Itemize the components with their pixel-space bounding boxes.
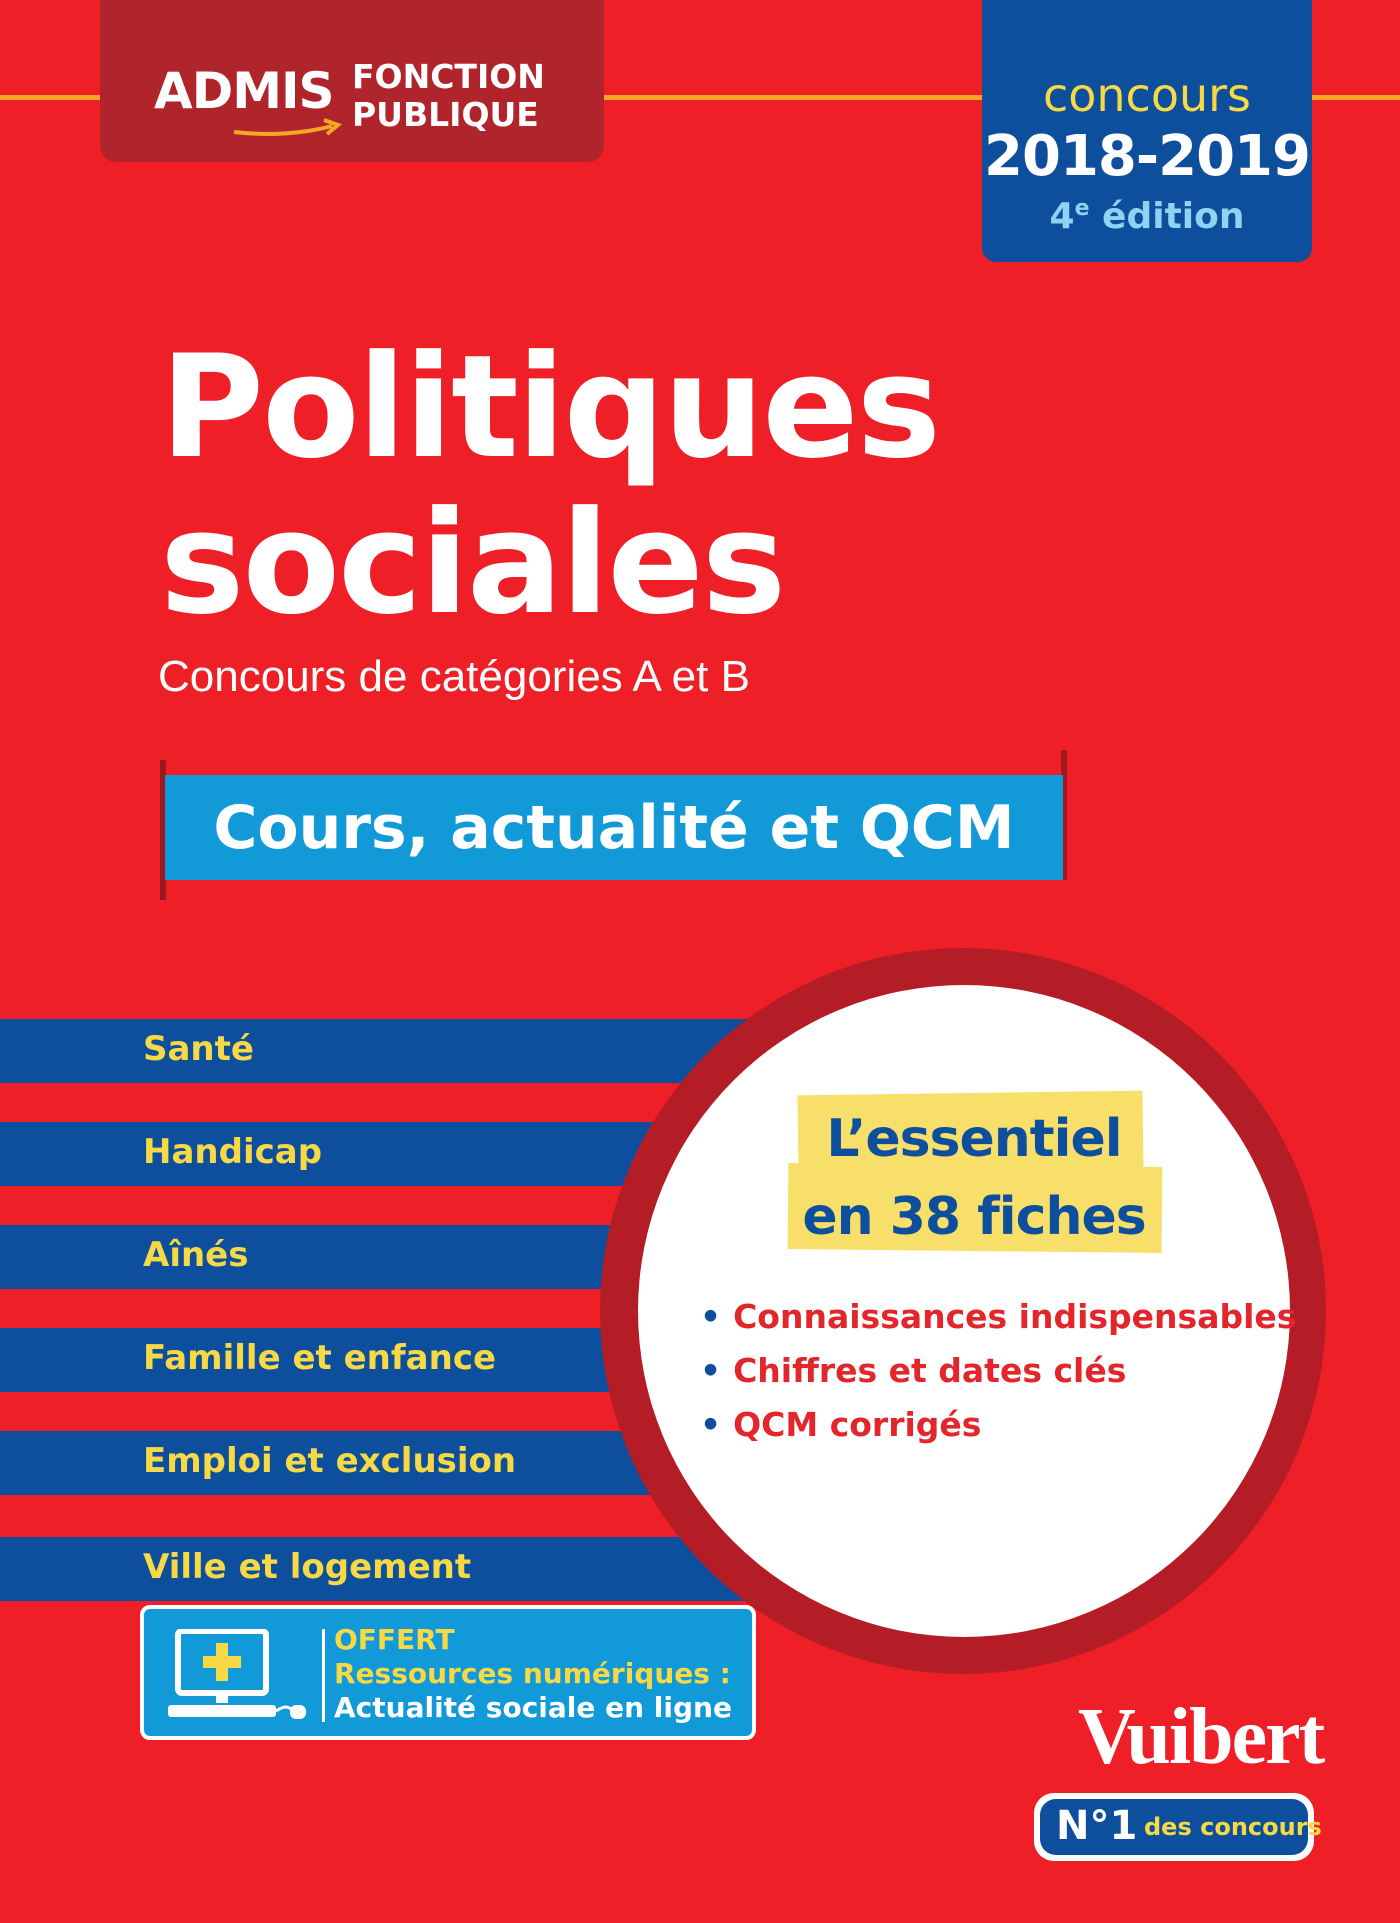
rank-label: N°1 bbox=[1056, 1803, 1138, 1849]
edition-label bbox=[982, 196, 1312, 237]
topic-label: Ville et logement bbox=[143, 1547, 472, 1587]
topic-bar bbox=[0, 1431, 720, 1495]
admis-arrow-icon bbox=[232, 118, 342, 138]
rank-text: des concours bbox=[1144, 1813, 1322, 1841]
feature-text: QCM corrigés bbox=[733, 1405, 982, 1444]
essentiel-heading bbox=[790, 1100, 1158, 1256]
vuibert-logo: Vuibert bbox=[1078, 1693, 1324, 1781]
topic-label: Santé bbox=[143, 1029, 254, 1069]
concours-label: concours bbox=[1042, 68, 1252, 122]
topic-label: Handicap bbox=[143, 1132, 323, 1172]
number-one-badge bbox=[1034, 1793, 1322, 1861]
feature-text: Connaissances indispensables bbox=[733, 1297, 1297, 1336]
edition-word: édition bbox=[1102, 196, 1245, 237]
offer-label: OFFERT bbox=[334, 1623, 455, 1656]
feature-text: Chiffres et dates clés bbox=[733, 1351, 1127, 1390]
title-line-2: sociales bbox=[160, 481, 785, 646]
number-one-badge-inner bbox=[1040, 1799, 1322, 1855]
edition-number: 4 bbox=[1049, 196, 1075, 237]
essentiel-line-2: en 38 fiches bbox=[802, 1187, 1146, 1247]
book-title bbox=[160, 325, 940, 646]
content-banner bbox=[165, 775, 1063, 880]
computer-plus-icon bbox=[166, 1629, 316, 1724]
edition-badge bbox=[982, 0, 1312, 262]
book-subtitle: Concours de catégories A et B bbox=[158, 652, 750, 701]
feature-item bbox=[700, 1344, 1296, 1398]
bullet-icon: • bbox=[700, 1297, 722, 1336]
offer-resources: Ressources numériques : bbox=[334, 1657, 731, 1690]
essentiel-line-1: L’essentiel bbox=[826, 1109, 1122, 1169]
feature-list bbox=[700, 1290, 1296, 1452]
topic-label: Aînés bbox=[143, 1235, 249, 1275]
bullet-icon: • bbox=[700, 1405, 722, 1444]
admis-brand: ADMIS bbox=[154, 62, 334, 120]
banner-text: Cours, actualité et QCM bbox=[213, 793, 1015, 863]
feature-item bbox=[700, 1398, 1296, 1452]
edition-sup: e bbox=[1074, 196, 1090, 221]
topic-label: Famille et enfance bbox=[143, 1338, 497, 1378]
topic-bar bbox=[0, 1225, 700, 1289]
fonction-text: FONCTION bbox=[352, 57, 545, 96]
feature-item bbox=[700, 1290, 1296, 1344]
topic-label: Emploi et exclusion bbox=[143, 1441, 517, 1481]
concours-years: 2018-2019 bbox=[984, 124, 1310, 189]
online-offer-box bbox=[140, 1605, 756, 1740]
offer-description: Actualité sociale en ligne bbox=[334, 1691, 732, 1724]
offer-divider bbox=[322, 1629, 325, 1722]
publique-text: PUBLIQUE bbox=[352, 95, 539, 134]
bullet-icon: • bbox=[700, 1351, 722, 1390]
topic-bar bbox=[0, 1328, 690, 1392]
fonction-publique-label bbox=[352, 58, 545, 134]
title-line-1: Politiques bbox=[160, 325, 940, 490]
topic-bar bbox=[0, 1537, 790, 1601]
